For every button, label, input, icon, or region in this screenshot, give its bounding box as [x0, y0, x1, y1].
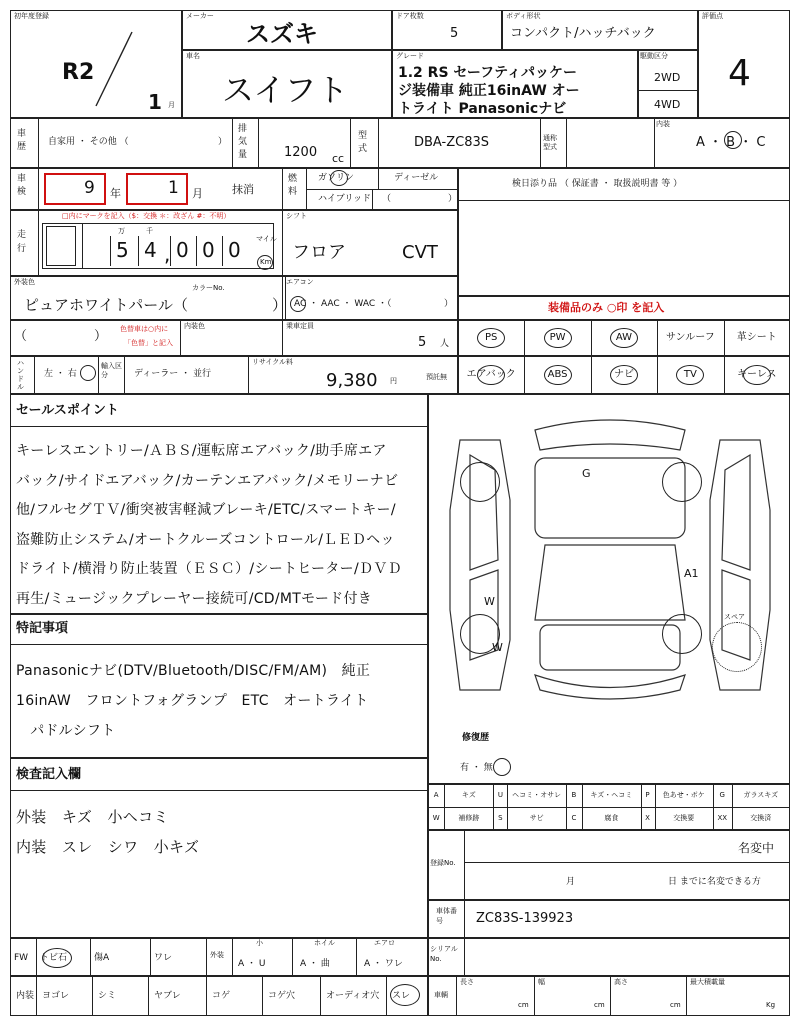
mark-g: G	[582, 467, 591, 480]
legend-cell: ヘコミ・オサレ	[512, 791, 562, 799]
fuel-gas-circle	[330, 170, 348, 186]
history-close: ）	[218, 137, 228, 147]
reg-month-label: 月	[566, 877, 576, 887]
score-value: 4	[728, 53, 751, 94]
int-divider	[206, 976, 207, 1016]
shaken-month: 1	[168, 178, 179, 198]
inspection-title: 検査記入欄	[16, 767, 82, 782]
sales-line: ドライト/横滑り防止装置（ＥＳＣ）/シートヒーター/ＤＶＤ	[16, 561, 402, 577]
ext-small-val: A ・ U	[238, 959, 266, 969]
drive-label: 駆動区分	[640, 52, 668, 60]
recycle-label: リサイクル料	[252, 358, 294, 366]
spare-wheel	[712, 622, 762, 672]
disp-label: 排気量	[238, 124, 248, 160]
aircon-label: エアコン	[286, 278, 314, 286]
shift-label: シフト	[286, 212, 307, 220]
fw-divider	[150, 938, 151, 976]
mileage-comma: ,	[164, 242, 171, 266]
legend-cell: サビ	[529, 814, 544, 822]
digit-divider	[222, 236, 223, 266]
fw-cell: トビ石	[40, 953, 68, 963]
model-code: DBA-ZC83S	[414, 135, 490, 150]
legend-cell: W	[432, 814, 440, 822]
legend-divider	[641, 784, 642, 807]
mileage-label: 走行	[17, 230, 27, 254]
legend-divider	[566, 784, 567, 807]
int-cell: ヨゴレ	[42, 991, 70, 1001]
legend-cell: XX	[717, 814, 728, 822]
legend-cell: 補修跡	[458, 814, 480, 822]
int-cell: 内装	[16, 991, 35, 1001]
handle-value: 左 ・ 右	[44, 369, 77, 379]
legend-divider	[713, 807, 714, 830]
legend-divider	[641, 807, 642, 830]
legend-cell: ガラスキズ	[743, 791, 779, 799]
mileage-digit: 5	[116, 238, 129, 262]
int-divider	[36, 976, 37, 1016]
legend-cell: A	[433, 791, 439, 799]
sales-title: セールスポイント	[16, 403, 119, 418]
shaken-label: 車検	[17, 174, 27, 197]
equip-divider	[591, 356, 592, 394]
sales-line: バック/サイドエアバック/カーテンエアバック/メモリーナビ	[16, 472, 399, 489]
special-line: 16inAW フロントフォグランプ ETC オートライト	[16, 693, 369, 709]
unit-km-circle	[257, 255, 273, 270]
name-change: 名変中	[738, 841, 775, 855]
unit-km: Km	[260, 258, 272, 266]
legend-divider	[655, 807, 656, 830]
fuel-hybrid: ハイブリッド	[318, 194, 372, 204]
equip2-item: エアバック	[466, 369, 516, 380]
handle-right-circle	[80, 365, 96, 381]
unit-mile: マイル	[256, 235, 277, 243]
capacity-value: 5	[418, 335, 427, 350]
aircon-value: AC ・ AAC ・ WAC ・（	[294, 299, 392, 309]
int-cell: コゲ穴	[268, 991, 296, 1001]
equip2-circle	[610, 365, 638, 385]
legend-cell: 交換要	[673, 814, 695, 822]
registration-box	[428, 830, 790, 900]
reg-slash	[90, 30, 140, 110]
legend-cell: 色あせ・ボケ	[662, 791, 705, 799]
change-row	[10, 320, 458, 356]
int-divider	[386, 976, 387, 1016]
legend-cell: 交換済	[750, 814, 772, 822]
chassis-value: ZC83S-139923	[476, 911, 574, 926]
fuel-other-close: ）	[448, 194, 458, 204]
legend-cell: P	[645, 791, 650, 799]
legend-divider	[732, 807, 733, 830]
grade-line1: 1.2 RS セーフティパッケー	[398, 65, 578, 81]
grade-label: グレード	[396, 52, 424, 60]
grade-line3: トライト Panasonicナビ	[398, 101, 567, 117]
equip2-circle	[477, 365, 505, 385]
special-line: Panasonicナビ(DTV/Bluetooth/DISC/FM/AM) 純正	[16, 663, 371, 679]
color-no-label: カラーNo.	[192, 284, 225, 292]
reg-month-unit: 月	[168, 101, 175, 109]
sales-line: 再生/ミュージックプレーヤー接続可/CD/MTモード付き	[16, 590, 373, 607]
equip1-item: PS	[485, 332, 498, 343]
mark-w1: W	[484, 595, 495, 608]
fuel-diesel: ディーゼル	[394, 173, 439, 183]
capacity-unit: 人	[440, 339, 450, 349]
disp-value: 1200	[284, 145, 318, 160]
equip1-item: AW	[615, 332, 633, 343]
int-divider	[262, 976, 263, 1016]
digit-divider	[138, 236, 139, 266]
ext-wheel: ホイル	[314, 939, 335, 947]
mileage-digit: 0	[202, 238, 215, 262]
aircon-close: ）	[444, 299, 454, 309]
shaken-erased: 抹消	[232, 183, 254, 196]
interior-label: 内装	[656, 120, 670, 128]
legend-cell: U	[497, 791, 503, 799]
legend-cell: S	[498, 814, 503, 822]
change-note1: 色替車は○内に	[120, 325, 169, 333]
legend-cell: 腐食	[604, 814, 619, 822]
weight-kg: Kg	[766, 1001, 776, 1009]
int-cell: コゲ	[212, 991, 231, 1001]
fw-divider	[36, 938, 37, 976]
doors-value: 5	[450, 26, 459, 41]
common-label: 通称型式	[543, 134, 557, 151]
sales-line: 他/フルセグＴＶ/衝突被害軽減ブレーキ/ETC/スマートキー/	[16, 502, 396, 518]
recycle-value: 9,380	[326, 370, 378, 391]
maker-value: スズキ	[246, 20, 318, 48]
body-label: ボディ形状	[506, 12, 541, 20]
change-note2: 「色替」と記入	[124, 339, 173, 347]
ext-label: 外装	[210, 951, 224, 959]
int-cell: ヤブレ	[154, 991, 181, 1001]
equip1-circle	[610, 328, 638, 348]
equip-divider	[591, 320, 592, 356]
aircon-ac-circle	[290, 296, 306, 312]
height-label: 高さ	[614, 978, 628, 986]
legend-divider	[444, 784, 445, 807]
fw-cell: FW	[14, 953, 29, 963]
interior-b-circle	[724, 131, 742, 149]
doors-label: ドア枚数	[396, 12, 424, 20]
ext-small: 小	[256, 939, 263, 947]
legend-cell: B	[571, 791, 577, 799]
repair-value: 有 ・ 無	[460, 763, 493, 773]
legend-divider	[713, 784, 714, 807]
reg-day-text: 日 までに名変できる方	[668, 877, 761, 887]
score-label: 評価点	[702, 12, 723, 20]
int-divider	[148, 976, 149, 1016]
legend-divider	[507, 784, 508, 807]
dims-label: 車輌	[434, 991, 448, 999]
int-cell: シミ	[98, 991, 117, 1001]
repair-none-circle	[493, 758, 511, 776]
shaken-month-unit: 月	[192, 187, 203, 200]
chassis-label: 車体番号	[436, 907, 457, 925]
spare-label: スペア	[724, 613, 745, 621]
sales-line: キーレスエントリー/ＡＢＳ/運転席エアバック/助手席エア	[16, 443, 387, 459]
equip-divider	[524, 320, 525, 356]
equip2-item: キーレス	[737, 369, 777, 380]
history-value: 自家用 ・ その他 （	[48, 137, 129, 147]
width-cm: cm	[594, 1001, 605, 1009]
equip-note: 装備品のみ ○印 を記入	[548, 301, 665, 314]
digit-divider	[196, 236, 197, 266]
name-label: 車名	[186, 52, 200, 60]
recycle-deposit: 預託無	[426, 373, 447, 381]
name-value: スイフト	[222, 71, 349, 109]
registration-label: 登録No.	[430, 859, 456, 867]
grade-line2: ジ装備車 純正16inAW オー	[398, 83, 580, 99]
drive-2wd: 2WD	[654, 71, 681, 84]
type-label: 型式	[358, 131, 368, 154]
equip2-circle	[544, 365, 572, 385]
width-label: 幅	[538, 978, 545, 986]
int-divider	[92, 976, 93, 1016]
legend-divider	[655, 784, 656, 807]
body-value: コンパクト/ハッチバック	[510, 26, 656, 41]
interior-grades: A ・ B ・ C	[696, 135, 766, 150]
digit-divider	[110, 236, 111, 266]
inspection-line: 外装 キズ 小ヘコミ	[16, 808, 169, 826]
legend-cell: X	[645, 814, 650, 822]
import-label: 輸入区分	[101, 362, 122, 379]
reg-era: R2	[62, 60, 95, 85]
ext-wheel-val: A ・ 曲	[300, 959, 330, 969]
equip2-item: ABS	[547, 369, 568, 380]
mileage-digit: 0	[176, 238, 189, 262]
mileage-digit: 0	[228, 238, 241, 262]
equip1-item: 革シート	[736, 332, 777, 343]
fw-cell: 傷A	[94, 953, 110, 963]
equip2-item: ナビ	[613, 369, 634, 380]
legend-divider	[507, 807, 508, 830]
equip1-item: PW	[549, 332, 566, 343]
color-value: ピュアホワイトパール（	[24, 296, 188, 314]
fuel-other: （	[382, 194, 392, 204]
int-cell: スレ	[392, 991, 411, 1001]
paren-open: （	[14, 329, 28, 344]
legend-cell: キズ	[461, 791, 476, 799]
equip2-item: TV	[683, 369, 697, 380]
length-label: 長さ	[460, 978, 474, 986]
equip2-circle	[743, 365, 771, 385]
serial-label: シリアルNo.	[430, 945, 458, 963]
drive-4wd: 4WD	[654, 98, 681, 111]
shaken-year: 9	[84, 178, 95, 198]
equip-divider	[657, 356, 658, 394]
fuel-label: 燃料	[288, 174, 298, 197]
disp-unit: cc	[332, 152, 345, 165]
docs-label: 検日添り品 （ 保証書 ・ 取扱説明書 等 ）	[512, 179, 683, 189]
legend-cell: G	[719, 791, 725, 799]
fw-cell: ワレ	[154, 953, 173, 963]
ext-aero-val: A ・ ワレ	[364, 959, 403, 969]
equip1-circle	[544, 328, 572, 348]
equip1-item: サンルーフ	[666, 332, 715, 343]
shaken-year-unit: 年	[110, 187, 121, 200]
legend-divider	[493, 807, 494, 830]
legend-divider	[444, 807, 445, 830]
wheel-fr	[662, 462, 702, 502]
equip-divider	[657, 320, 658, 356]
mileage-note: □内にマークを記入（$：交換 ＊：改ざん #：不明）	[62, 212, 231, 220]
history-label: 車歴	[17, 129, 27, 152]
inspection-line: 内装 スレ シワ 小キズ	[16, 838, 200, 856]
capacity-label: 乗車定員	[286, 322, 314, 330]
special-title: 特記事項	[16, 621, 69, 636]
fuel-gas: ガソリン	[318, 173, 355, 183]
repair-label: 修復歴	[462, 733, 490, 743]
shift-type: CVT	[402, 242, 438, 263]
serial-box	[428, 938, 790, 976]
legend-divider	[582, 807, 583, 830]
reg-month: 1	[148, 90, 162, 114]
maker-label: メーカー	[186, 12, 214, 20]
int-divider	[320, 976, 321, 1016]
recycle-unit: 円	[390, 377, 397, 385]
height-cm: cm	[670, 1001, 681, 1009]
fw-tobiishi-circle	[42, 948, 72, 968]
equip-divider	[724, 356, 725, 394]
weight-label: 最大積載量	[690, 978, 725, 986]
mileage-digit: 4	[144, 238, 157, 262]
equip1-circle	[477, 328, 505, 348]
mileage-digit-0	[46, 226, 76, 266]
wheel-rr	[662, 614, 702, 654]
dims-box	[428, 976, 790, 1016]
handle-row	[10, 356, 458, 394]
shift-value: フロア	[292, 242, 346, 263]
unit-man: 万	[118, 227, 125, 235]
shaken-year-box	[44, 173, 106, 205]
color-label: 外装色	[14, 278, 35, 286]
int-cell: オーディオ穴	[326, 991, 380, 1001]
unit-sen: 千	[146, 227, 153, 235]
wheel-fl	[460, 462, 500, 502]
legend-divider	[493, 784, 494, 807]
legend-divider	[566, 807, 567, 830]
interior-color-label: 内装色	[184, 322, 205, 330]
int-sure-circle	[390, 984, 420, 1006]
equip-divider	[724, 320, 725, 356]
mark-w2: W	[492, 641, 503, 654]
paren-close: ）	[94, 329, 108, 344]
legend-cell: C	[571, 814, 577, 822]
reg-label: 初年度登録	[14, 12, 49, 20]
sales-line: 盗難防止システム/オートクルーズコントロール/ＬＥＤヘッ	[16, 531, 395, 548]
length-cm: cm	[518, 1001, 529, 1009]
mark-a1: A1	[684, 567, 699, 580]
legend-divider	[582, 784, 583, 807]
legend-cell: キズ・ヘコミ	[590, 791, 633, 799]
equip-divider	[524, 356, 525, 394]
legend-divider	[732, 784, 733, 807]
ext-aero: エアロ	[374, 939, 395, 947]
color-close: ）	[272, 296, 288, 314]
import-value: ディーラー ・ 並行	[134, 369, 212, 379]
handle-label: ハンドル	[17, 359, 24, 391]
special-line: パドルシフト	[16, 723, 116, 739]
fw-divider	[90, 938, 91, 976]
